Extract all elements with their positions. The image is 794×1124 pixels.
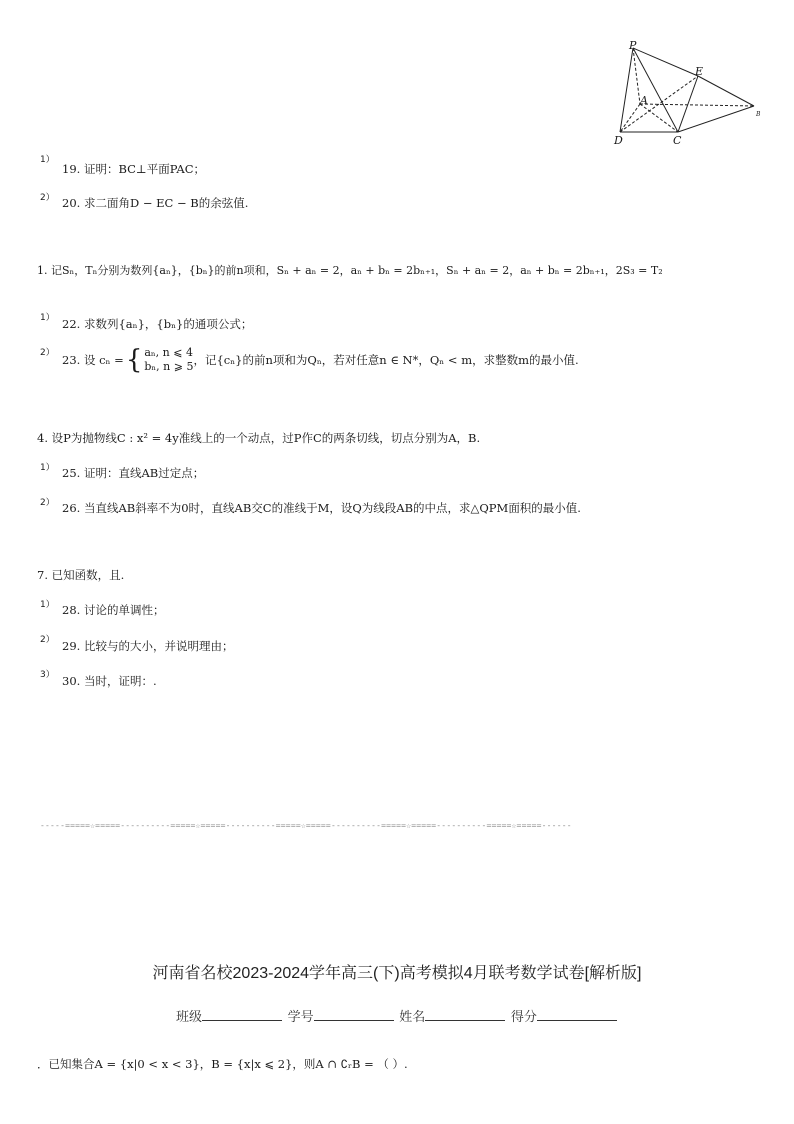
q20-marker: 2）: [40, 193, 55, 203]
field-score-label: 得分: [510, 1009, 537, 1024]
q23-marker: 2）: [40, 348, 55, 358]
student-info-row: [176, 1006, 619, 1025]
page-separator: -----=====☆=====----------=====☆=====----------=====☆=====----------=====☆=====----------=====☆=====------: [40, 821, 572, 830]
q19-marker: 1）: [40, 155, 55, 165]
q29-text: 29. 比较与的大小，并说明理由；: [62, 639, 234, 653]
q28-marker: 1）: [40, 600, 55, 610]
next-exam-q1: ．已知集合A = {x|0 < x < 3}，B = {x|x ⩽ 2}，则A ∩ ∁ᵣB = （ ）.: [37, 1057, 408, 1071]
field-name-blank[interactable]: [425, 1008, 505, 1021]
label-a: A: [640, 94, 648, 107]
q26-text: 26. 当直线AB斜率不为0时，直线AB交C的准线于M，设Q为线段AB的中点，求△QPM面积的最小值.: [62, 501, 581, 515]
label-d: D: [614, 134, 623, 147]
label-p: P: [629, 39, 637, 52]
q22-marker: 1）: [40, 313, 55, 323]
parabola-question: 4. 设P为抛物线C : x² = 4y准线上的一个动点，过P作C的两条切线，切点分别为A，B.: [37, 431, 481, 445]
piecewise-cases: [144, 346, 193, 374]
piecewise-case-1: aₙ, n ⩽ 4: [144, 346, 193, 359]
q19-text: 19. 证明：BC⊥平面PAC；: [62, 162, 206, 176]
q26-marker: 2）: [40, 498, 55, 508]
pyramid-figure: [610, 38, 770, 150]
q22-text: 22. 求数列{aₙ}，{bₙ}的通项公式；: [62, 317, 253, 331]
field-number-label: 学号: [287, 1009, 314, 1024]
piecewise-brace: {: [125, 345, 143, 375]
q23-suffix: ，记{cₙ}的前n项和为Qₙ，若对任意n ∈ N*，Qₙ < m，求整数m的最小值.: [193, 353, 579, 367]
q30-text: 30. 当时，证明：.: [62, 674, 157, 688]
field-name-label: 姓名: [399, 1009, 426, 1024]
label-c: C: [673, 134, 682, 147]
field-number-blank[interactable]: [314, 1008, 394, 1021]
q23-text: [62, 346, 579, 374]
label-e: E: [695, 65, 704, 78]
field-class-blank[interactable]: [202, 1008, 282, 1021]
q23-prefix: 23. 设 cₙ =: [62, 353, 124, 367]
sequence-question: 1. 记Sₙ，Tₙ分别为数列{aₙ}，{bₙ}的前n项和，Sₙ + aₙ = 2，aₙ + bₙ = 2bₙ₊₁，Sₙ + aₙ = 2，aₙ + bₙ = 2bₙ₊₁，2S₃ = T₂: [37, 264, 663, 277]
q25-marker: 1）: [40, 463, 55, 473]
field-class-label: 班级: [176, 1009, 203, 1024]
function-question: 7. 已知函数，且.: [37, 568, 125, 582]
q28-text: 28. 讨论的单调性；: [62, 603, 165, 617]
exam-title: 河南省名校2023-2024学年高三(下)高考模拟4月联考数学试卷[解析版]: [152, 965, 642, 982]
field-score-blank[interactable]: [537, 1008, 617, 1021]
q20-text: 20. 求二面角D − EC − B的余弦值.: [62, 196, 249, 210]
q30-marker: 3）: [40, 670, 55, 680]
q29-marker: 2）: [40, 635, 55, 645]
piecewise-case-2: bₙ, n ⩾ 5: [144, 360, 194, 373]
label-b: B: [756, 111, 761, 118]
q25-text: 25. 证明：直线AB过定点；: [62, 466, 205, 480]
